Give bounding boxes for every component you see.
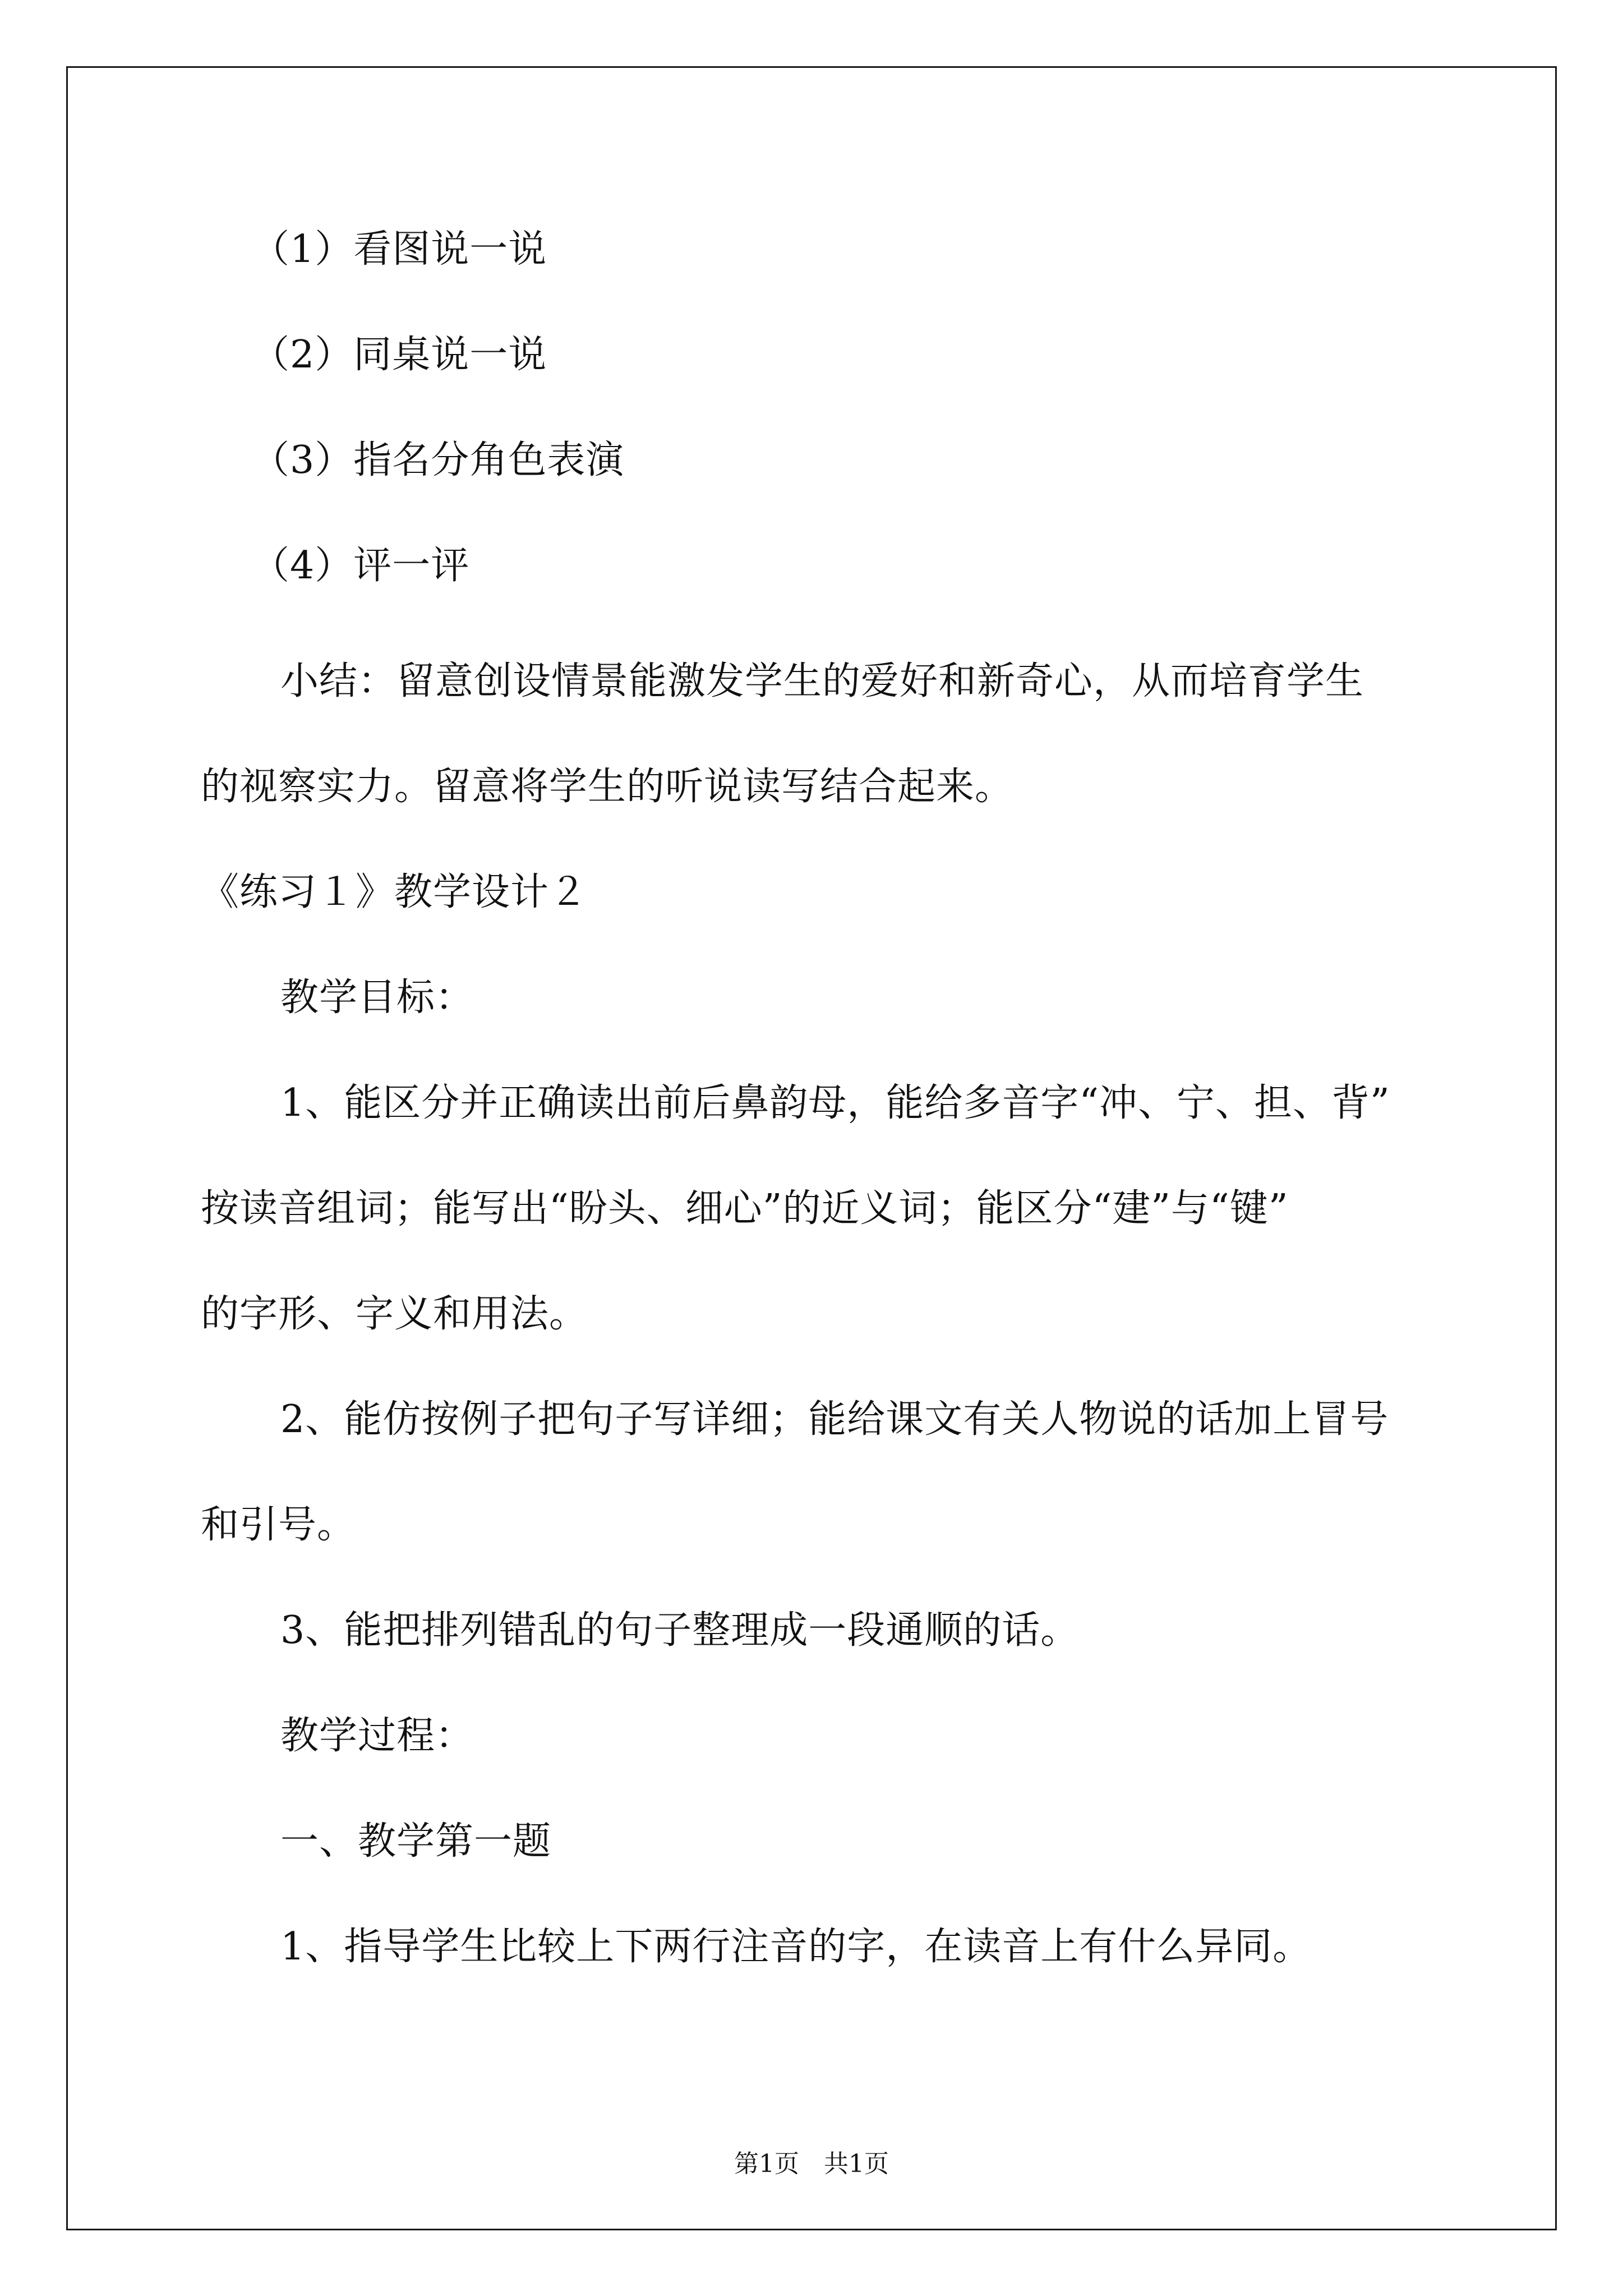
text-line: （4）评一评 bbox=[251, 544, 470, 588]
text-line: 教学目标： bbox=[280, 976, 474, 1020]
text-line: 3、能把排列错乱的句子整理成一段通顺的话。 bbox=[280, 1608, 1080, 1653]
text-line: （2）同桌说一说 bbox=[251, 333, 547, 377]
text-line: 1、能区分并正确读出前后鼻韵母，能给多音字“冲、宁、担、背” bbox=[280, 1081, 1390, 1125]
text-line: 小结：留意创设情景能激发学生的爱好和新奇心，从而培育学生 bbox=[280, 659, 1364, 703]
text-line: 1、指导学生比较上下两行注音的字，在读音上有什么异同。 bbox=[280, 1925, 1312, 1969]
page-border bbox=[66, 66, 1557, 2230]
text-line: 按读音组词；能写出“盼头、细心”的近义词；能区分“建”与“键” bbox=[201, 1186, 1289, 1231]
text-line: 一、教学第一题 bbox=[280, 1819, 552, 1864]
text-line: 的视察实力。留意将学生的听说读写结合起来。 bbox=[201, 765, 1014, 809]
text-line: （1）看图说一说 bbox=[251, 227, 547, 272]
text-line: 和引号。 bbox=[201, 1503, 356, 1547]
page-footer: 第1页 共1页 bbox=[734, 2150, 889, 2178]
text-line: 2、能仿按例子把句子写详细；能给课文有关人物说的话加上冒号 bbox=[280, 1397, 1389, 1442]
section-heading: 《练习１》教学设计２ bbox=[201, 870, 588, 914]
text-line: 教学过程： bbox=[280, 1714, 474, 1758]
text-line: （3）指名分角色表演 bbox=[251, 438, 625, 482]
text-line: 的字形、字义和用法。 bbox=[201, 1292, 588, 1336]
